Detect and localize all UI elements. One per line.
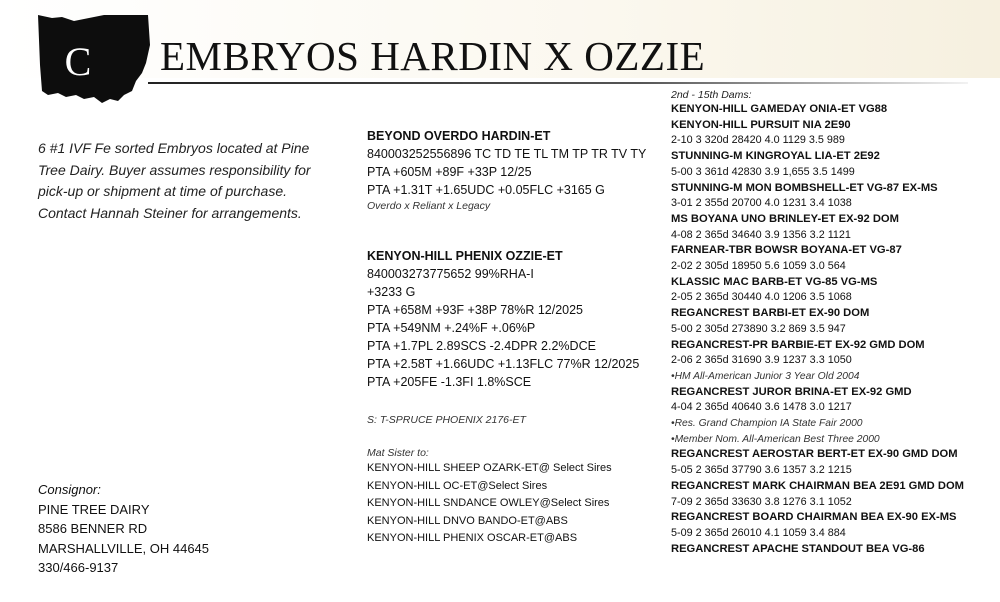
dam-entry: [671, 447, 996, 478]
mat-sister-block: [367, 446, 667, 548]
mat-sister-item: KENYON-HILL PHENIX OSCAR-ET@ABS: [367, 532, 578, 544]
dam-entry-record: 2-06 2 365d 31690 3.9 1237 3.3 1050: [671, 354, 852, 367]
dam-line: PTA +658M +93F +38P 78%R 12/2025: [367, 303, 584, 317]
dam-line: 840003273775652 99%RHA-I: [367, 267, 534, 281]
dam-entry-note: •Res. Grand Champion IA State Fair 2000: [671, 418, 863, 430]
dam-entry: [671, 479, 996, 510]
dam-name: KENYON-HILL PHENIX OZZIE-ET: [367, 249, 563, 263]
dam-line: PTA +1.7PL 2.89SCS -2.4DPR 2.2%DCE: [367, 339, 596, 353]
dam-entry-name: KENYON-HILL PURSUIT NIA 2E90: [671, 118, 851, 131]
dam-entry: [671, 149, 996, 180]
page-title: EMBRYOS HARDIN X OZZIE: [160, 33, 706, 79]
dam-entry-name: REGANCREST APACHE STANDOUT BEA VG-86: [671, 542, 925, 555]
dam-entry: [671, 542, 996, 558]
dam-entry-name: REGANCREST MARK CHAIRMAN BEA 2E91 GMD DOM: [671, 479, 964, 492]
dam-entry-record: 2-02 2 305d 18950 5.6 1059 3.0 564: [671, 260, 846, 273]
sire-name: BEYOND OVERDO HARDIN-ET: [367, 129, 551, 143]
dam-entry-name: KLASSIC MAC BARB-ET VG-85 VG-MS: [671, 275, 878, 288]
consignor-label: Consignor:: [38, 482, 101, 497]
dam-entry-note: •Member Nom. All-American Best Three 2000: [671, 433, 880, 445]
mat-sister-label: Mat Sister to:: [367, 447, 429, 459]
mat-sister-item: KENYON-HILL SNDANCE OWLEY@Select Sires: [367, 497, 610, 509]
dam-block: [367, 248, 667, 391]
dams-column: [671, 88, 996, 557]
consignor-line: 330/466-9137: [38, 560, 119, 576]
dam-entry-name: REGANCREST AEROSTAR BERT-ET EX-90 GMD DOM: [671, 448, 958, 461]
dam-entry-record: 5-05 2 365d 37790 3.6 1357 3.2 1215: [671, 464, 852, 477]
dam-entry-name: REGANCREST BOARD CHAIRMAN BEA EX-90 EX-MS: [671, 511, 957, 524]
dam-entry-record: 7-09 2 365d 33630 3.8 1276 3.1 1052: [671, 495, 852, 508]
dam-line: +3233 G: [367, 285, 416, 299]
dam-entry: [671, 338, 996, 385]
dam-entry-record: 5-09 2 365d 26010 4.1 1059 3.4 884: [671, 526, 846, 539]
dam-entry-note: •HM All-American Junior 3 Year Old 2004: [671, 370, 860, 382]
dam-entry-record: 2-10 3 320d 28420 4.0 1129 3.5 989: [671, 134, 845, 147]
dam-line: PTA +549NM +.24%F +.06%P: [367, 321, 536, 335]
lot-letter: C: [64, 39, 92, 84]
service-sire-block: [367, 413, 667, 427]
dam-line: PTA +2.58T +1.66UDC +1.13FLC 77%R 12/2025: [367, 357, 640, 371]
dam-entry-name: KENYON-HILL GAMEDAY ONIA-ET VG88: [671, 103, 888, 115]
consignor-line: PINE TREE DAIRY: [38, 501, 150, 517]
dam-entry-record: 4-08 2 365d 34640 3.9 1356 3.2 1121: [671, 228, 851, 241]
dam-entry: [671, 243, 996, 274]
sire-line: PTA +1.31T +1.65UDC +0.05FLC +3165 G: [367, 183, 605, 197]
mat-sister-item: KENYON-HILL OC-ET@Select Sires: [367, 479, 548, 492]
dam-entry-record: 2-05 2 365d 30440 4.0 1206 3.5 1068: [671, 291, 852, 304]
dam-entry: [671, 102, 996, 118]
mat-sister-item: KENYON-HILL DNVO BANDO-ET@ABS: [367, 514, 568, 527]
consignor-line: 8586 BENNER RD: [38, 521, 148, 537]
dam-entry: [671, 275, 996, 306]
service-sire: S: T-SPRUCE PHOENIX 2176-ET: [367, 414, 526, 426]
lot-description: 6 #1 IVF Fe sorted Embryos located at Pine Tree Dairy. Buyer assumes responsibility for pick-up or shipment at time of purchase. Contact Hannah Steiner for arrangements.: [38, 140, 311, 221]
dam-entry: [671, 306, 996, 337]
dam-entry: [671, 118, 996, 149]
dam-entry-record: 3-01 2 355d 20700 4.0 1231 3.4 1038: [671, 197, 852, 210]
dam-entry-record: 4-04 2 365d 40640 3.6 1478 3.0 1217: [671, 401, 852, 414]
dam-entry: [671, 385, 996, 448]
sire-pedigree: Overdo x Reliant x Legacy: [367, 200, 491, 212]
dam-entry: [671, 212, 996, 243]
dam-entry-record: 5-00 3 361d 42830 3.9 1,655 3.5 1499: [671, 165, 855, 178]
dam-entry-name: REGANCREST-PR BARBIE-ET EX-92 GMD DOM: [671, 338, 925, 351]
dam-entry-name: REGANCREST BARBI-ET EX-90 DOM: [671, 307, 870, 320]
dam-entry-name: FARNEAR-TBR BOWSR BOYANA-ET VG-87: [671, 244, 902, 257]
dam-entry-name: REGANCREST JUROR BRINA-ET EX-92 GMD: [671, 385, 912, 398]
sire-line: 840003252556896 TC TD TE TL TM TP TR TV TY: [367, 147, 647, 161]
dam-entry-name: STUNNING-M MON BOMBSHELL-ET VG-87 EX-MS: [671, 181, 938, 194]
dam-entry: [671, 181, 996, 212]
dam-entry-name: STUNNING-M KINGROYAL LIA-ET 2E92: [671, 150, 880, 163]
consignor-line: MARSHALLVILLE, OH 44645: [38, 540, 210, 556]
mat-sister-item: KENYON-HILL SHEEP OZARK-ET@ Select Sires: [367, 462, 612, 474]
consignor-block: [38, 480, 209, 578]
dam-entry: [671, 510, 996, 541]
dams-list: [671, 102, 996, 557]
title-underline: [148, 82, 968, 84]
sire-line: PTA +605M +89F +33P 12/25: [367, 165, 532, 179]
sire-block: [367, 128, 667, 214]
dam-line: PTA +205FE -1.3FI 1.8%SCE: [367, 375, 532, 389]
dams-header: 2nd - 15th Dams:: [671, 89, 752, 101]
dam-entry-record: 5-00 2 305d 273890 3.2 869 3.5 947: [671, 322, 846, 335]
dam-entry-name: MS BOYANA UNO BRINLEY-ET EX-92 DOM: [671, 212, 899, 225]
